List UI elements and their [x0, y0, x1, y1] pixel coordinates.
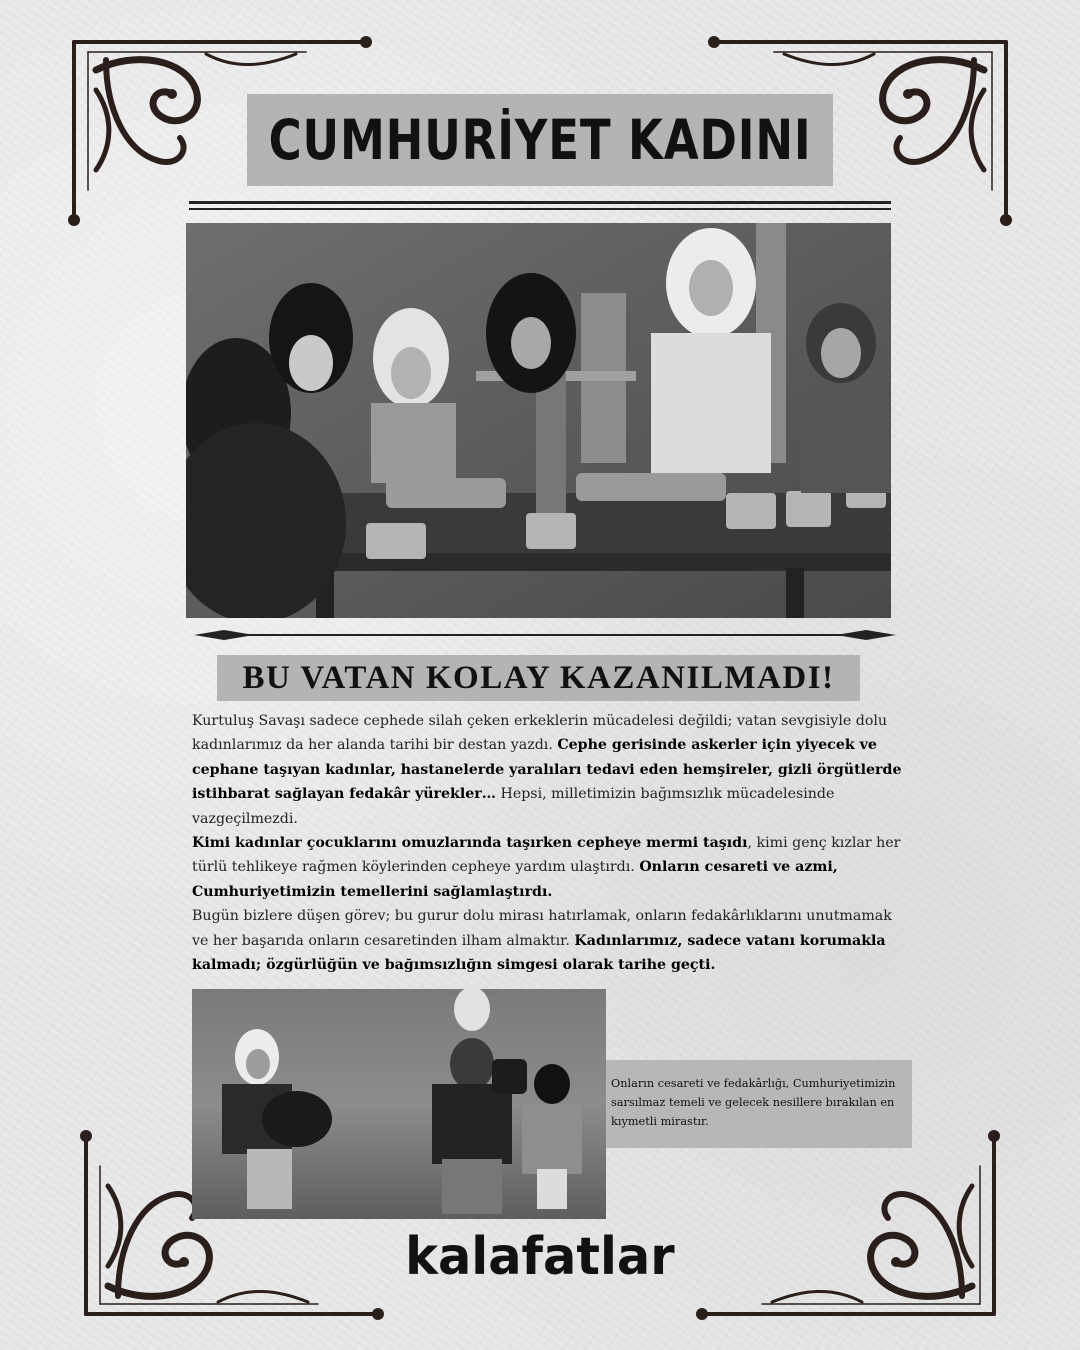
- p2-text-b: , kimi genç kızlar her türlü tehlikeye rağmen köylerinden cepheye yardım ulaştırdı.: [192, 835, 901, 876]
- workshop-photo-icon: [186, 223, 891, 618]
- brand-logo-text: kalafatlar: [405, 1227, 675, 1287]
- article-paragraph-3: [192, 904, 912, 977]
- p3-text-bold: Kadınlarımız, sadece vatanı korumakla kalmadı; özgürlüğün ve bağımsızlığın simgesi olarak tarihe geçti.: [192, 932, 886, 974]
- field-photo: [192, 989, 606, 1219]
- field-photo-icon: [192, 989, 606, 1219]
- page-title: CUMHURİYET KADINI: [268, 108, 812, 172]
- p3-text-a: Bugün bizlere düşen görev; bu gurur dolu mirası hatırlamak, onların fedakârlıklarını unutmamak ve her başarıda onların cesaretinden ilham almaktır.: [192, 908, 892, 949]
- workshop-photo: [186, 223, 891, 618]
- section-subtitle: BU VATAN KOLAY KAZANILMADI!: [242, 659, 835, 696]
- p2-text-bold-c: Onların cesareti ve azmi, Cumhuriyetimizin temellerini sağlamlaştırdı.: [192, 859, 838, 900]
- divider-icon: [194, 626, 896, 644]
- photo-caption: Onların cesareti ve fedakârlığı, Cumhuriyetimizin sarsılmaz temeli ve gelecek nesillere bırakılan en kıymetli mirastır.: [606, 1060, 912, 1148]
- title-rule-top: [189, 201, 891, 204]
- p2-text-bold-a: Kimi kadınlar çocuklarını omuzlarında taşırken cepheye mermi taşıdı: [192, 835, 748, 852]
- p1-text-c: Hepsi, milletimizin bağımsızlık mücadelesinde vazgeçilmezdi.: [192, 786, 835, 827]
- brand-logo: [300, 1222, 780, 1292]
- title-banner: [247, 94, 833, 186]
- article-paragraph-2: [192, 831, 912, 904]
- article-paragraph-1: [192, 709, 912, 831]
- article-body: [192, 709, 912, 977]
- p1-text-a: Kurtuluş Savaşı sadece cephede silah çeken erkeklerin mücadelesi değildi; vatan sevgisiyle dolu kadınlarımız da her alanda tarihi bir destan yazdı.: [192, 713, 888, 754]
- section-subtitle-banner: [217, 655, 860, 701]
- p1-text-bold: Cephe gerisinde askerler için yiyecek ve cephane taşıyan kadınlar, hastanelerde yaralıları tedavi eden hemşireler, gizli örgütlerde istihbarat sağlayan fedakâr yürekler…: [192, 737, 902, 803]
- title-rule-bottom: [189, 208, 891, 210]
- ornamental-divider: [194, 626, 896, 644]
